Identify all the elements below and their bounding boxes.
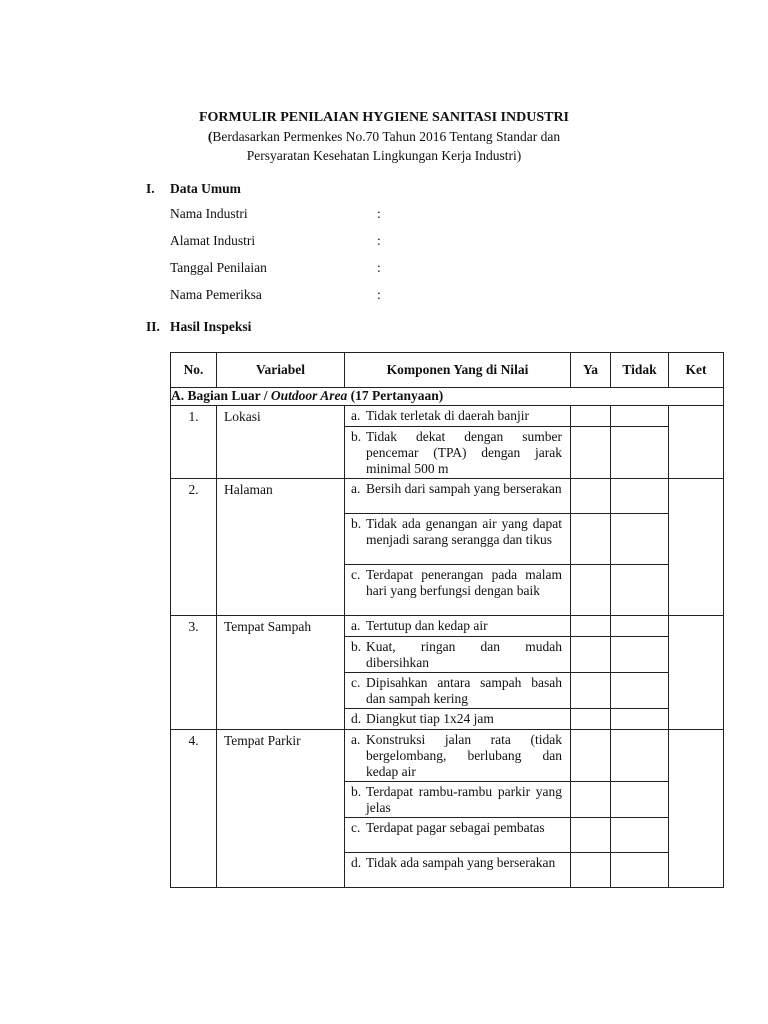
component-cell: [345, 673, 571, 709]
ya-cell[interactable]: [571, 730, 611, 782]
component-cell: [345, 479, 571, 514]
section-title: Hasil Inspeksi: [170, 319, 252, 334]
component-cell: [345, 406, 571, 427]
item-text: Bersih dari sampah yang berserakan: [366, 481, 562, 496]
ket-cell[interactable]: [669, 479, 724, 616]
tidak-cell[interactable]: [611, 427, 669, 479]
item-label: a.: [351, 408, 361, 423]
item-text: Tidak ada genangan air yang dapat menjadi sarang serangga dan tikus: [366, 516, 562, 547]
tidak-cell[interactable]: [611, 565, 669, 616]
component-cell: [345, 565, 571, 616]
document-subtitle: [0, 127, 768, 146]
row-variable: Halaman: [217, 479, 345, 616]
table-row: [171, 406, 724, 427]
subtitle-line-1: Berdasarkan Permenkes No.70 Tahun 2016 Tentang Standar dan: [212, 129, 561, 144]
ya-cell[interactable]: [571, 818, 611, 853]
tidak-cell[interactable]: [611, 406, 669, 427]
ya-cell[interactable]: [571, 616, 611, 637]
tidak-cell[interactable]: [611, 818, 669, 853]
section-a-prefix: A. Bagian Luar /: [171, 388, 271, 403]
item-label: b.: [351, 784, 362, 799]
ya-cell[interactable]: [571, 853, 611, 888]
item-label: b.: [351, 516, 362, 531]
subtitle-open-paren: (: [207, 129, 213, 144]
tidak-cell[interactable]: [611, 479, 669, 514]
component-cell: [345, 782, 571, 818]
document-header: [0, 108, 768, 165]
ket-cell[interactable]: [669, 406, 724, 479]
header-variabel: Variabel: [217, 353, 345, 388]
item-label: a.: [351, 481, 361, 496]
section-number: I.: [146, 181, 155, 196]
item-label: c.: [351, 675, 361, 690]
component-cell: [345, 427, 571, 479]
item-label: b.: [351, 429, 362, 444]
section-a-row: [171, 388, 724, 406]
component-cell: [345, 514, 571, 565]
component-cell: [345, 730, 571, 782]
tidak-cell[interactable]: [611, 853, 669, 888]
ya-cell[interactable]: [571, 782, 611, 818]
ya-cell[interactable]: [571, 673, 611, 709]
row-variable: Tempat Sampah: [217, 616, 345, 730]
field-value-alamat-industri[interactable]: :: [377, 233, 381, 248]
component-cell: [345, 709, 571, 730]
field-label-alamat-industri: Alamat Industri: [170, 233, 256, 248]
item-label: b.: [351, 639, 362, 654]
header-ya: Ya: [571, 353, 611, 388]
row-number: 3.: [171, 616, 217, 730]
field-value-nama-industri[interactable]: :: [377, 206, 381, 221]
item-text: Terdapat rambu-rambu parkir yang jelas: [366, 784, 562, 815]
item-text: Terdapat pagar sebagai pembatas: [366, 820, 545, 835]
item-label: c.: [351, 820, 361, 835]
header-tidak: Tidak: [611, 353, 669, 388]
tidak-cell[interactable]: [611, 709, 669, 730]
section-a-suffix: (17 Pertanyaan): [347, 388, 444, 403]
subtitle-line-2: Persyaratan Kesehatan Lingkungan Kerja Industri): [246, 148, 522, 163]
section-number: II.: [146, 319, 160, 334]
component-cell: [345, 853, 571, 888]
section-heading-hasil-inspeksi: [146, 319, 251, 335]
tidak-cell[interactable]: [611, 673, 669, 709]
tidak-cell[interactable]: [611, 730, 669, 782]
table-row: [171, 479, 724, 514]
component-cell: [345, 637, 571, 673]
item-text: Tidak terletak di daerah banjir: [366, 408, 529, 423]
tidak-cell[interactable]: [611, 514, 669, 565]
item-text: Terdapat penerangan pada malam hari yang berfungsi dengan baik: [366, 567, 562, 598]
ya-cell[interactable]: [571, 479, 611, 514]
tidak-cell[interactable]: [611, 616, 669, 637]
item-text: Dipisahkan antara sampah basah dan sampah kering: [366, 675, 562, 706]
table-row: [171, 616, 724, 637]
inspection-table: [170, 352, 724, 888]
ya-cell[interactable]: [571, 427, 611, 479]
item-text: Tidak dekat dengan sumber pencemar (TPA) dengan jarak minimal 500 m: [366, 429, 562, 476]
item-label: a.: [351, 618, 361, 633]
item-text: Tertutup dan kedap air: [366, 618, 488, 633]
item-text: Kuat, ringan dan mudah dibersihkan: [366, 639, 562, 670]
ya-cell[interactable]: [571, 514, 611, 565]
row-number: 4.: [171, 730, 217, 888]
field-value-nama-pemeriksa[interactable]: :: [377, 287, 381, 302]
table-row: [171, 730, 724, 782]
row-number: 1.: [171, 406, 217, 479]
section-a-title: [171, 388, 724, 406]
component-cell: [345, 818, 571, 853]
header-komponen: Komponen Yang di Nilai: [345, 353, 571, 388]
tidak-cell[interactable]: [611, 782, 669, 818]
ya-cell[interactable]: [571, 565, 611, 616]
item-text: Tidak ada sampah yang berserakan: [366, 855, 556, 870]
header-ket: Ket: [669, 353, 724, 388]
document-title: FORMULIR PENILAIAN HYGIENE SANITASI INDUSTRI: [198, 110, 570, 125]
row-number: 2.: [171, 479, 217, 616]
table-header-row: [171, 353, 724, 388]
component-cell: [345, 616, 571, 637]
tidak-cell[interactable]: [611, 637, 669, 673]
ya-cell[interactable]: [571, 406, 611, 427]
item-text: Diangkut tiap 1x24 jam: [366, 711, 494, 726]
section-heading-data-umum: [146, 181, 241, 197]
section-title: Data Umum: [170, 181, 241, 196]
item-label: d.: [351, 855, 362, 870]
item-text: Konstruksi jalan rata (tidak bergelombang, berlubang dan kedap air: [366, 732, 562, 779]
ya-cell[interactable]: [571, 709, 611, 730]
field-label-nama-industri: Nama Industri: [170, 206, 248, 221]
section-a-italic: Outdoor Area: [270, 388, 348, 403]
item-label: d.: [351, 711, 362, 726]
row-variable: Lokasi: [217, 406, 345, 479]
ket-cell[interactable]: [669, 730, 724, 888]
header-no: No.: [171, 353, 217, 388]
field-value-tanggal-penilaian[interactable]: :: [377, 260, 381, 275]
ya-cell[interactable]: [571, 637, 611, 673]
row-variable: Tempat Parkir: [217, 730, 345, 888]
item-label: a.: [351, 732, 361, 747]
item-label: c.: [351, 567, 361, 582]
field-label-nama-pemeriksa: Nama Pemeriksa: [170, 287, 262, 302]
ket-cell[interactable]: [669, 616, 724, 730]
field-label-tanggal-penilaian: Tanggal Penilaian: [170, 260, 267, 275]
